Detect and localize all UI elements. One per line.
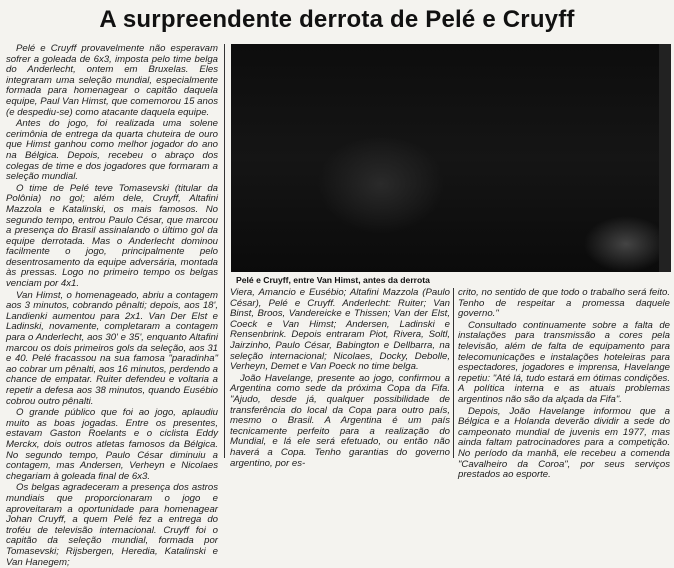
paragraph: Depois, João Havelange informou que a Bélgica e a Holanda deverão dividir a sede do campeonato mundial de juvenis em 1977, mas ainda faltam patrocinadores para a competição. No período da manhã, ele recebeu a comenda "Cavalheiro da Coroa", por seus serviços prestados ao esporte. [458, 405, 670, 481]
paragraph: Viera, Amancio e Eusébio; Altafini Mazzola (Paulo César), Pelé e Cruyff. Anderlecht: Ruiter; Van Binst, Broos, Vandereicke e Thissen; Van der Elst, Coeck e Van Himst; Andersen, Ladinski e Rensenbrink. Depois entraram Piot, Rivera, Soltl, Jairzinho, Paulo César, Babington e Dellbarra, na seleção internacional; Nicolaes, Docky, Debolle, Verheyn, Demet e Van Poeck no time belga. [230, 287, 450, 373]
paragraph: Van Himst, o homenageado, abriu a contagem aos 3 minutos, cobrando pênalti; depois, aos 18', Landienki aumentou para 2x1. Van Der Elst e Ladinski, novamente, completaram a contagem para o Anderlecht, aos 30' e 35', enquanto Altafini marcou os dois primeiros gols da seleção, aos 31 e 40. Pelé fracassou na sua famosa "paradinha" ao cobrar um pênalti, aos 16 minutos, perdendo a chance de empatar. Ruiter defendeu e voltaria a repetir a defesa aos 38 minutos, quando Eusébio cobrou outro pênalti. [6, 289, 218, 407]
news-photo [231, 44, 671, 272]
paragraph: O grande público que foi ao jogo, aplaudiu muito as boas jogadas. Entre os presentes, estavam Gaston Roelants e o ciclista Eddy Merckx, dois outros atletas famosos da Bélgica. No segundo tempo, Paulo César diminuiu a contagem, mas Andersen, Verheyn e Nicolaes chegariam à goleada final de 6x3. [6, 407, 218, 482]
article-column-2 [230, 287, 450, 469]
photo-edge [659, 44, 671, 272]
article-column-1 [6, 43, 218, 568]
paragraph: Consultado continuamente sobre a falta de instalações para transmissão a cores pela televisão, além de falta de equipamento para telecomunicações e instalações hoteleiras para espectadores, jogadores e imprensa, Havelange repetiu: "Até lá, tudo estará em ótimas condições. A política interna e as atuais problemas argentinos não são da alçada da Fifa". [458, 319, 670, 405]
photo-caption: Pelé e Cruyff, entre Van Himst, antes da derrota [236, 275, 430, 285]
column-divider [453, 288, 454, 458]
headline: A surpreendente derrota de Pelé e Cruyff [99, 6, 575, 33]
paragraph: João Havelange, presente ao jogo, confirmou a Argentina como sede da próxima Copa da Fifa. "Ajudo, desde já, qualquer possibilidade de transferência do local da Copa para outro país, mesmo o Brasil. A Argentina é um país tecnicamente perfeito para a realização do Mundial, e lá ele será efetuado, ou então não haverá a Copa. Tenho garantias do governo argentino, por es- [230, 372, 450, 469]
article-column-3 [458, 287, 670, 481]
paragraph: crito, no sentido de que todo o trabalho será feito. Tenho de respeitar a promessa daquele governo." [458, 287, 670, 320]
column-divider [224, 44, 225, 458]
paragraph: Os belgas agradeceram a presença dos astros mundiais que proporcionaram o jogo e aproveitaram a oportunidade para homenagear Johan Cruyff, a quem Pelé fez a entrega do troféu de televisão internacional. Cruyff foi o capitão da seleção mundial, formada por Tomasevski; Rijsbergen, Heredia, Katalinski e Van Hanegem; [6, 482, 218, 568]
paragraph: Pelé e Cruyff provavelmente não esperavam sofrer a goleada de 6x3, imposta pelo time belga do Anderlecht, ontem em Bruxelas. Eles integraram uma seleção mundial, especialmente formada para homenagear o capitão daquela equipe, Paul Van Himst, que comemorou 15 anos (e despediu-se) como atacante daquela equipe. [6, 43, 218, 118]
paragraph: Antes do jogo, foi realizada uma solene cerimônia de entrega da quarta chuteira de ouro que Himst ganhou como melhor jogador do ano na Bélgica. Depois, recebeu o abraço dos colegas de time e dos jogadores que formaram a seleção mundial. [6, 118, 218, 183]
paragraph: O time de Pelé teve Tomasevski (titular da Polônia) no gol; além dele, Cruyff, Altafini Mazzola e Katalinski, os mais famosos. No segundo tempo, entrou Paulo César, que marcou a presença do Brasil assinalando o último gol da equipe derrotada. Mas o Anderlecht dominou facilmente o jogo, principalmente pelo desentrosamento da equipe adversária, montada às pressas. Logo no primeiro tempo os belgas venciam por 4x1. [6, 182, 218, 290]
